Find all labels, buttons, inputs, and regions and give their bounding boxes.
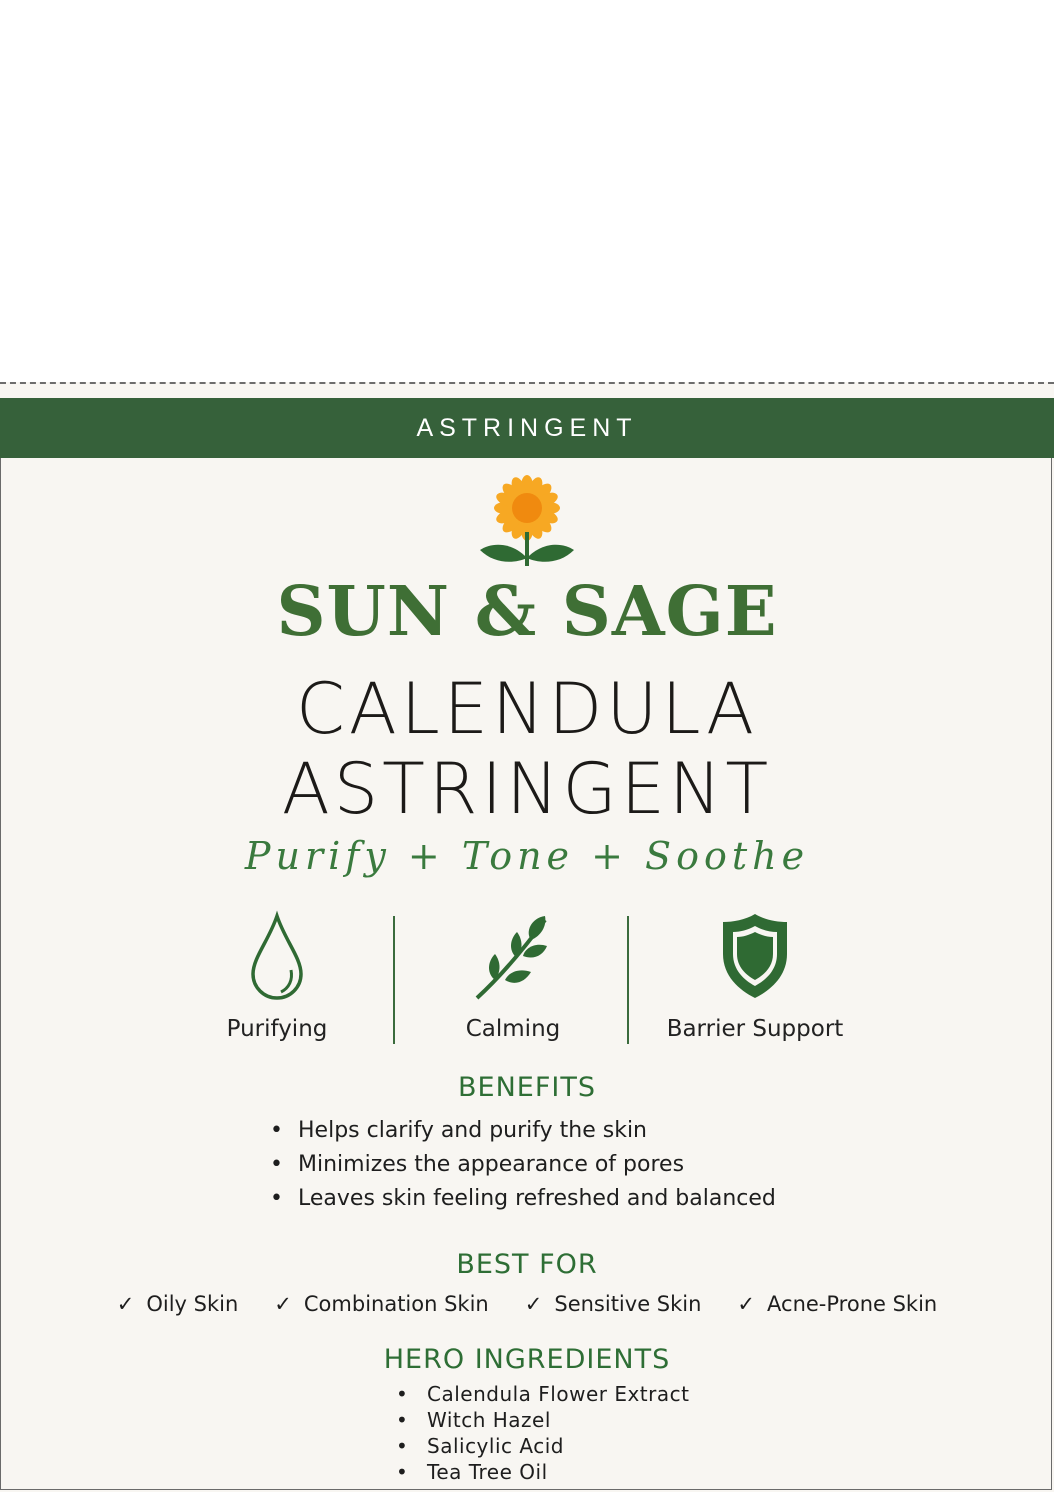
skin-type-item: [525, 1292, 702, 1316]
skin-type-item: [737, 1292, 937, 1316]
hero-ingredients-list: [396, 1381, 689, 1485]
feature-label-purifying: Purifying: [226, 1016, 328, 1042]
benefits-list: [270, 1114, 776, 1216]
feature-calming: [436, 910, 590, 1042]
skin-type-label: Oily Skin: [146, 1292, 239, 1316]
product-name-line-1: CALENDULA: [296, 668, 758, 750]
skin-type-label: Combination Skin: [303, 1292, 489, 1316]
category-label: ASTRINGENT: [416, 413, 638, 442]
leaf-sprig-icon: [471, 910, 555, 1002]
blank-top-area: [0, 0, 1054, 382]
check-icon: ✓: [274, 1292, 292, 1316]
feature-divider: [393, 916, 395, 1044]
list-item: • Salicylic Acid: [396, 1433, 689, 1459]
water-drop-icon: [247, 910, 307, 1002]
feature-divider: [627, 916, 629, 1044]
best-for-list: [0, 1292, 1054, 1316]
feature-label-barrier-support: Barrier Support: [666, 1016, 844, 1042]
list-item: • Helps clarify and purify the skin: [270, 1114, 776, 1148]
category-banner: [0, 398, 1054, 458]
list-item: • Leaves skin feeling refreshed and balanced: [270, 1182, 776, 1216]
brand-name: SUN & SAGE: [276, 572, 778, 652]
best-for-title: BEST FOR: [456, 1249, 598, 1280]
feature-label-calming: Calming: [465, 1016, 561, 1042]
check-icon: ✓: [524, 1292, 543, 1316]
shield-icon: [719, 910, 791, 1002]
tagline: Purify + Tone + Soothe: [244, 834, 810, 878]
list-item: • Minimizes the appearance of pores: [270, 1148, 776, 1182]
list-item: • Tea Tree Oil: [396, 1459, 689, 1485]
skin-type-label: Sensitive Skin: [554, 1292, 702, 1316]
skin-type-item: [274, 1292, 488, 1316]
feature-barrier-support: [655, 910, 855, 1042]
skin-type-label: Acne-Prone Skin: [767, 1292, 938, 1316]
hero-ingredients-title: HERO INGREDIENTS: [383, 1344, 671, 1375]
benefits-title: BENEFITS: [458, 1072, 596, 1103]
sunflower-logo-icon: [472, 470, 582, 570]
skin-type-item: [117, 1292, 239, 1316]
feature-purifying: [200, 910, 354, 1042]
check-icon: ✓: [116, 1292, 135, 1316]
list-item: • Calendula Flower Extract: [396, 1381, 689, 1407]
check-icon: ✓: [737, 1292, 756, 1316]
list-item: • Witch Hazel: [396, 1407, 689, 1433]
product-name-line-2: ASTRINGENT: [281, 748, 773, 830]
perforation-line: [0, 382, 1054, 384]
